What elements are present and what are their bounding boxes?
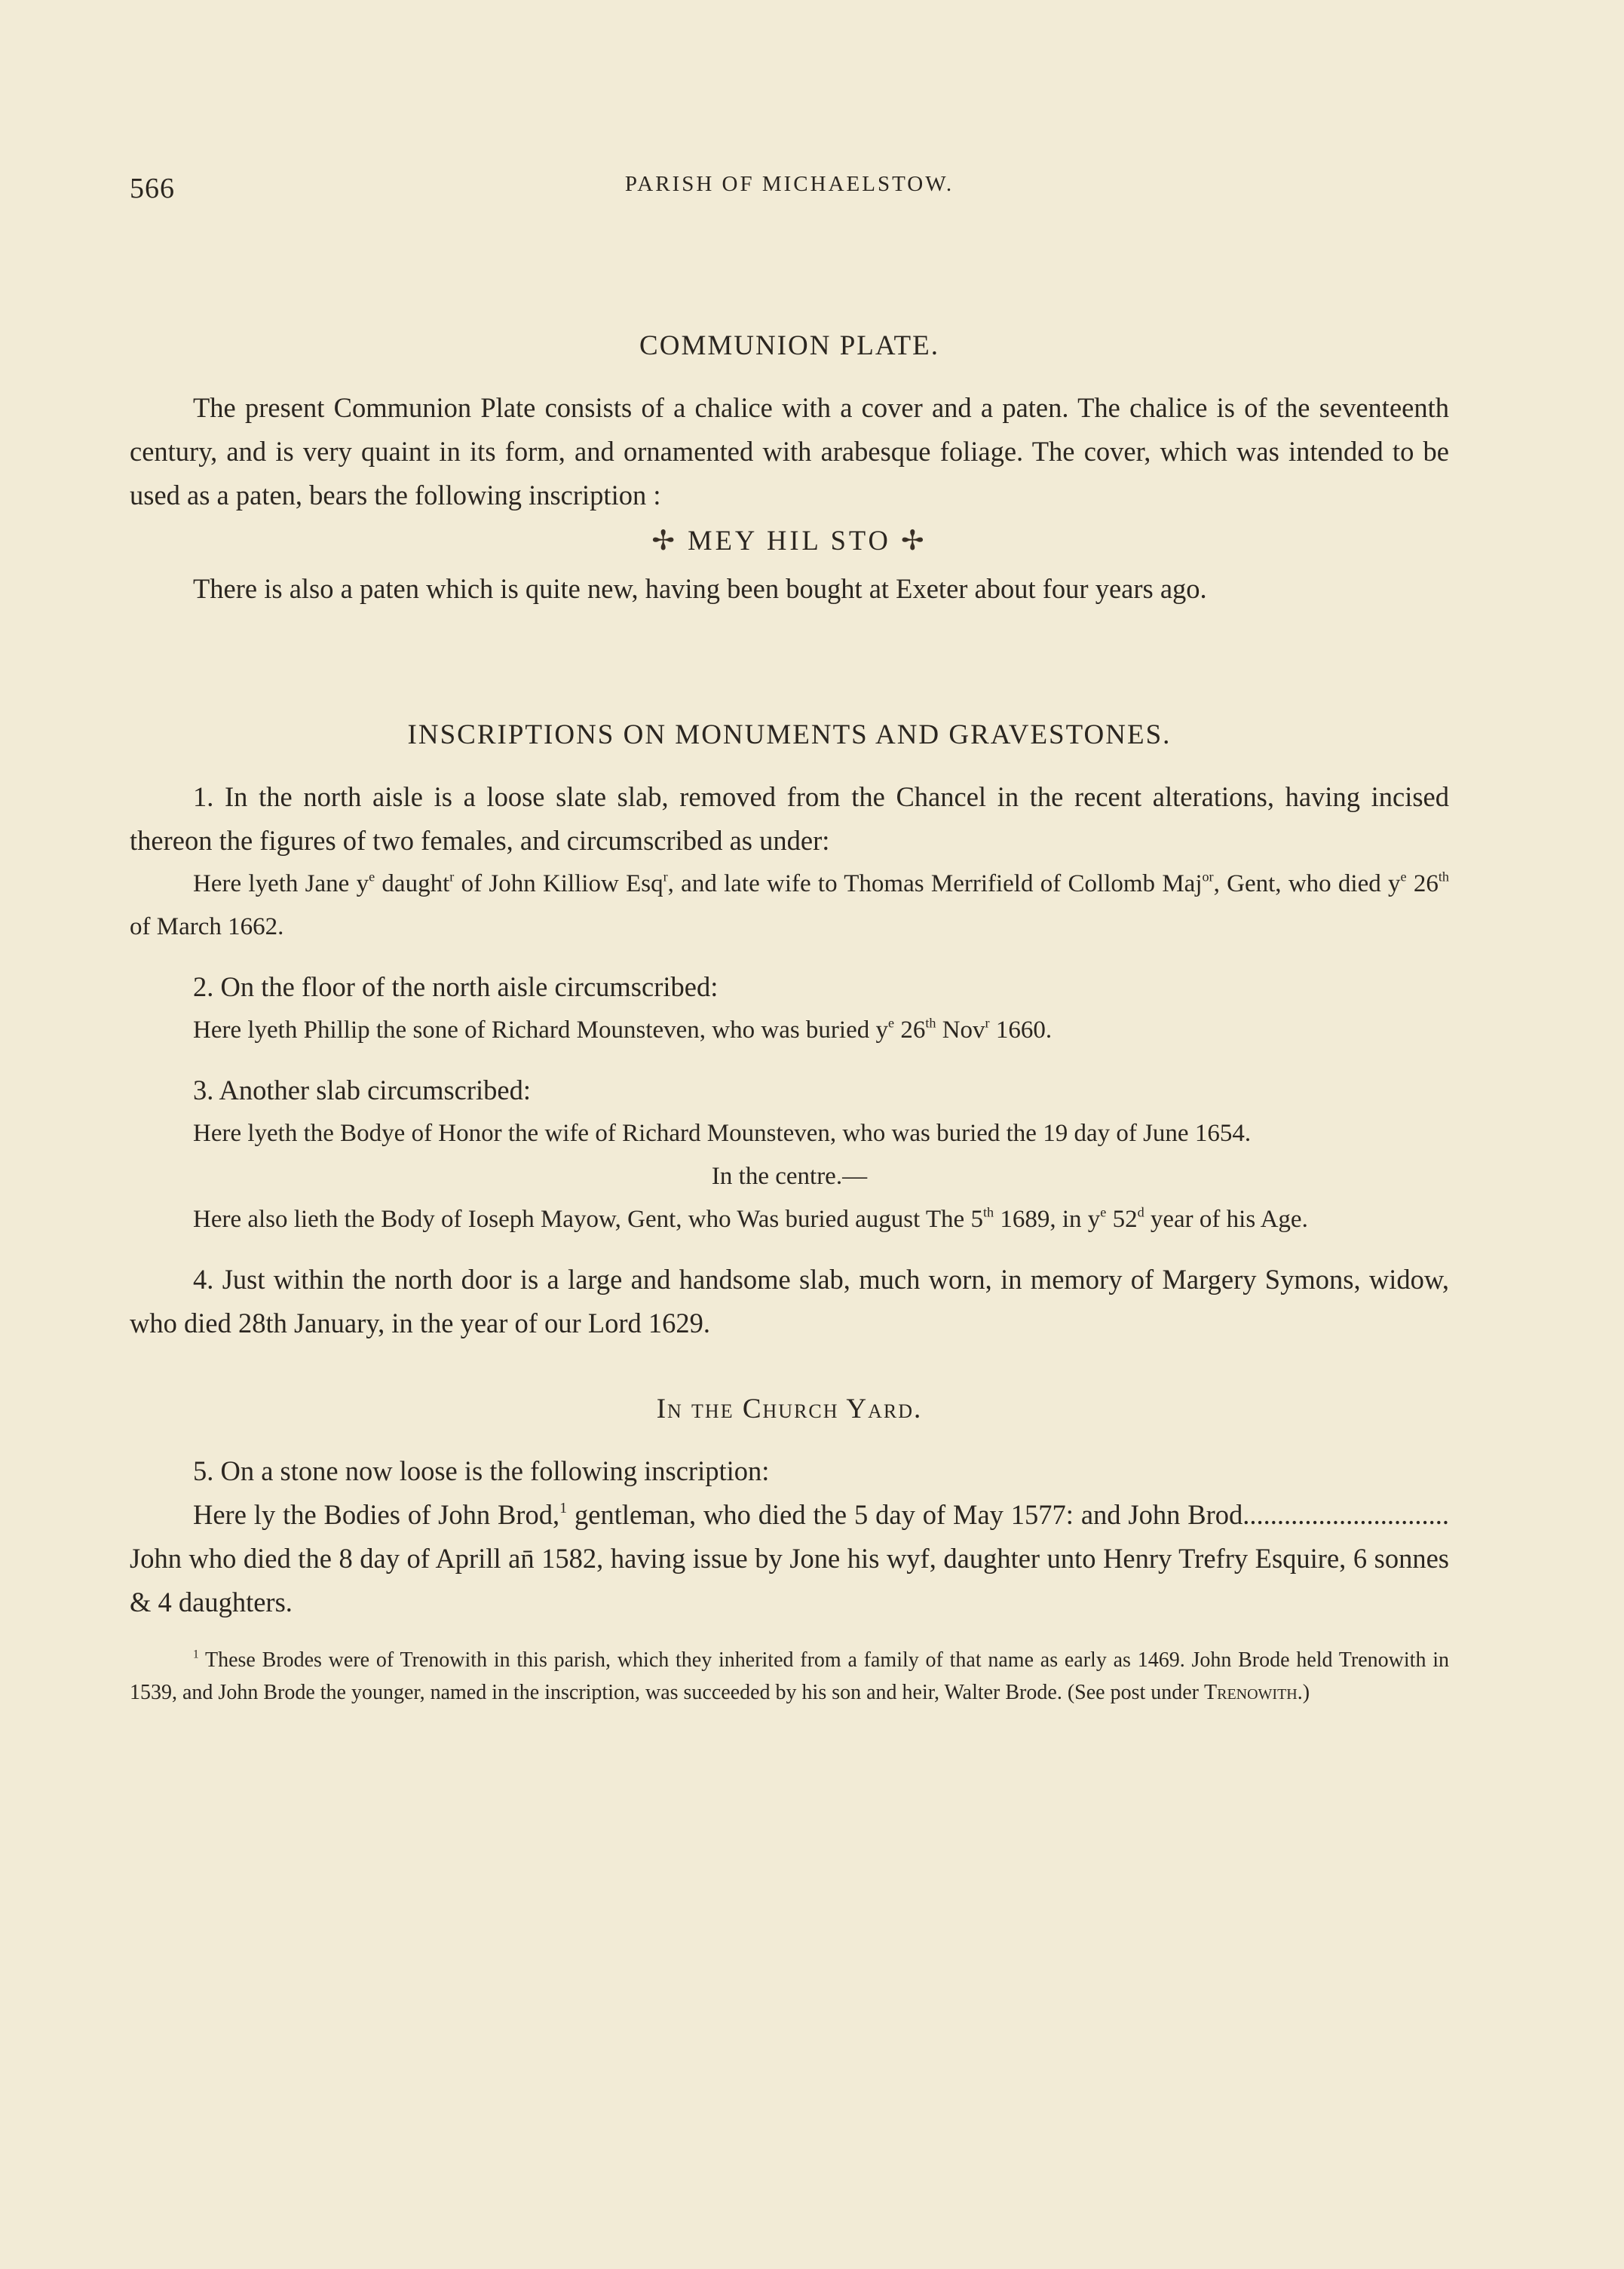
item-3-intro: 3. Another slab circumscribed: (193, 1075, 532, 1105)
item-5-inscription: Here ly the Bodies of John Brod,$^1$ gentleman, who died the 5 day of May 1577: and John Brod.............................. John who died the 8 day of Aprill an̄ 1582, having issue by Jone his wyf, daughter unto Henry Trefry Esquire, 6 sonnes & 4 daughters. (130, 1499, 1449, 1617)
item-5-intro: 5. On a stone now loose is the following inscription: (193, 1455, 770, 1486)
cross-icon: ✢ (901, 525, 927, 556)
item-1-inscription: Here lyeth Jane $y^e$ daught$^r$ of John Killiow Esq$^r$, and late wife to Thomas Merrifield of Collomb Maj$^{or}$, Gent, who died $y^e$ 26th of March 1662. (130, 869, 1449, 940)
heading-church-yard: In the Church Yard. (656, 1394, 923, 1424)
item-2-intro: 2. On the floor of the north aisle circumscribed: (193, 971, 719, 1002)
item-4: 4. Just within the north door is a large and handsome slab, much worn, in memory of Margery Symons, widow, who died 28th January, in the year of our Lord 1629. (130, 1264, 1449, 1338)
footnote: $^1$ These Brodes were of Trenowith in this parish, which they inherited from a family of that name as early as 1469. John Brode held Trenowith in 1539, and John Brode the younger, named in the inscription, was succeeded by his son and heir, Walter Brode. (See post under Trenowith.) (130, 1648, 1449, 1704)
item-3-centre-label: In the centre.— (711, 1163, 868, 1190)
communion-paragraph-1: The present Communion Plate consists of a chalice with a cover and a paten. The chalice is of the seventeenth century, and is very quaint in its form, and ornamented with arabesque foliage. The cover, which was intended to be used as a paten, bears the following inscription : (130, 392, 1449, 511)
communion-paragraph-2: There is also a paten which is quite new, having been bought at Exeter about four years ago. (193, 573, 1207, 604)
item-3-centre-inscription: Here also lieth the Body of Ioseph Mayow, Gent, who Was buried august The 5th 1689, in $y^e$ 52$^d$ year of his Age. (193, 1204, 1308, 1233)
footnote-marker: 1 (193, 1648, 199, 1661)
item-1-intro: 1. In the north aisle is a loose slate slab, removed from the Chancel in the recent alterations, having incised thereon the figures of two females, and circumscribed as under: (130, 781, 1449, 856)
inscription-text: MEY HIL STO (688, 525, 891, 556)
mey-hil-sto-inscription (130, 519, 1449, 563)
running-title: PARISH OF MICHAELSTOW. (624, 172, 954, 196)
page-header (130, 172, 1449, 217)
item-3-inscription: Here lyeth the Bodye of Honor the wife of Richard Mounsteven, who was buried the 19 day of June 1654. (193, 1120, 1252, 1147)
cross-icon: ✢ (651, 525, 678, 556)
heading-inscriptions: INSCRIPTIONS ON MONUMENTS AND GRAVESTONES. (407, 719, 1172, 750)
item-2-inscription: Here lyeth Phillip the sone of Richard Mounsteven, who was buried $y^e$ 26th Nov$^r$ 1660. (193, 1015, 1053, 1044)
page-number: 566 (130, 173, 175, 204)
heading-communion-plate: COMMUNION PLATE. (639, 330, 939, 361)
page-body (130, 324, 1449, 1709)
